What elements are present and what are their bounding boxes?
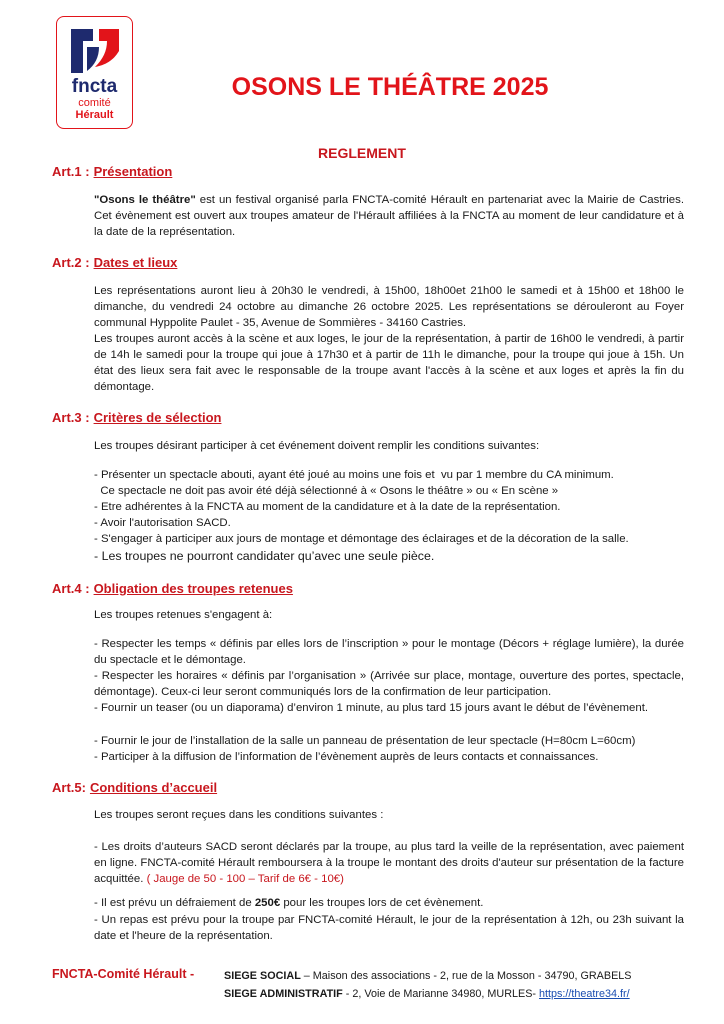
art3-heading bbox=[52, 410, 221, 425]
art4-item-3: - Fournir un teaser (ou un diaporama) d’environ 1 minute, au plus tard 15 jours avant le début de l’évènement. bbox=[94, 702, 649, 714]
art5-item-1-text: - Les droits d’auteurs SACD seront déclarés par la troupe, au plus tard la veille de la représentation, avec paiement en ligne. FNCTA-comité Hérault remboursera à la troupe le montant des droits d'auteur sur présentation de la facture acquittée. bbox=[94, 841, 684, 885]
art4-item-4: - Fournir le jour de l’installation de la salle un panneau de présentation de leur spectacle (H=80cm L=60cm) bbox=[94, 735, 636, 747]
art5-item-3: - Un repas est prévu pour la troupe par FNCTA-comité Hérault, le jour de la représentation à 12h, ou 23h suivant la date et l'heure de la représentation. bbox=[94, 914, 684, 942]
art2-title: Dates et lieux bbox=[93, 255, 178, 270]
art1-text: est un festival organisé parla FNCTA-comité Hérault en partenariat avec la Mairie de Castries. Cet évènement est ouvert aux troupes amateur de l'Hérault affiliées à la FNCTA au moment de leur candidature et à la date de la représentation. bbox=[94, 194, 685, 238]
art5-heading bbox=[52, 780, 217, 795]
art1-number: Art.1 : bbox=[52, 164, 90, 179]
art3-intro: Les troupes désirant participer à cet événement doivent remplir les conditions suivantes: bbox=[94, 440, 540, 452]
art5-number: Art.5: bbox=[52, 780, 86, 795]
art4-number: Art.4 : bbox=[52, 581, 90, 596]
art4-item-2: - Respecter les horaires « définis par l’organisation » (Arrivée sur place, montage, ouverture des portes, spectacle, démontage). Ceux-ci leur seront communiqués lors de la confirmation de leur participation. bbox=[94, 670, 684, 698]
reglement-heading: REGLEMENT bbox=[318, 145, 406, 161]
art5-intro: Les troupes seront reçues dans les conditions suivantes : bbox=[94, 809, 384, 821]
fncta-mark-icon bbox=[69, 27, 121, 75]
footer-l2-label: SIEGE ADMINISTRATIF bbox=[224, 988, 343, 1000]
page-title: OSONS LE THÉÂTRE 2025 bbox=[231, 73, 549, 101]
art2-heading bbox=[52, 255, 177, 270]
art5-item-2 bbox=[94, 895, 684, 911]
footer-l1-label: SIEGE SOCIAL bbox=[224, 970, 301, 982]
logo-sub1: comité bbox=[78, 97, 111, 109]
fncta-logo bbox=[56, 16, 133, 129]
logo-brand: fncta bbox=[71, 76, 118, 97]
art5-item-1 bbox=[94, 839, 684, 887]
art4-intro: Les troupes retenues s'engagent à: bbox=[94, 609, 273, 621]
footer-website-link[interactable]: https://theatre34.fr/ bbox=[539, 988, 630, 1000]
art5-item-2-a: - Il est prévu un défraiement de bbox=[94, 897, 255, 909]
art3-item-6: - Les troupes ne pourront candidater qu’avec une seule pièce. bbox=[94, 549, 435, 563]
art2-paragraph-2: Les troupes auront accès à la scène et aux loges, le jour de la représentation, à partir de 16h00 le vendredi, à partir de 14h le samedi pour la troupe qui joue à 17h30 et à partir de 11h le dimanche, pour la troupe qui joue à 15h. Un état des lieux sera fait avec le responsable de la troupe avant l'accès à la scène et aux loges et après la fin du démontage. bbox=[94, 333, 684, 393]
footer-org: FNCTA-Comité Hérault - bbox=[52, 967, 195, 981]
art4-item-1: - Respecter les temps « définis par elles lors de l’inscription » pour le montage (Décors + réglage lumière), la durée du spectacle et le démontage. bbox=[94, 638, 684, 666]
art3-number: Art.3 : bbox=[52, 410, 90, 425]
art2-number: Art.2 : bbox=[52, 255, 90, 270]
art3-title: Critères de sélection bbox=[93, 410, 222, 425]
art5-item-2-b: pour les troupes lors de cet évènement. bbox=[280, 897, 484, 909]
art1-heading bbox=[52, 164, 172, 179]
logo-sub2: Hérault bbox=[75, 109, 114, 121]
art4-item-5: - Participer à la diffusion de l’information de l’évènement auprès de leurs contacts et connaissances. bbox=[94, 751, 599, 763]
art3-item-5: - S'engager à participer aux jours de montage et démontage des éclairages et de la décoration de la salle. bbox=[94, 533, 629, 545]
art3-item-4: - Avoir l'autorisation SACD. bbox=[94, 517, 231, 529]
art1-title: Présentation bbox=[93, 164, 173, 179]
art3-item-2: Ce spectacle ne doit pas avoir été déjà sélectionné à « Osons le théâtre » ou « En scène » bbox=[94, 485, 559, 497]
art3-item-1: - Présenter un spectacle abouti, ayant été joué au moins une fois et vu par 1 membre du CA minimum. bbox=[94, 469, 614, 481]
footer-line-1 bbox=[224, 969, 631, 983]
art5-item-2-amount: 250€ bbox=[254, 897, 281, 909]
art2-paragraph-1: Les représentations auront lieu à 20h30 le vendredi, à 15h00, 18h00et 21h00 le samedi et à 15h00 et 18h00 le dimanche, du vendredi 24 octobre au dimanche 26 octobre 2025. Les représentations se dérouleront au Foyer communal Hyppolite Paulet - 35, Avenue de Sommières - 34160 Castries. bbox=[94, 285, 684, 329]
art1-paragraph bbox=[94, 192, 684, 240]
art5-title: Conditions d’accueil bbox=[89, 780, 218, 795]
footer-line-2 bbox=[224, 987, 630, 1001]
art1-festival-name: "Osons le théâtre" bbox=[94, 194, 196, 206]
art3-item-3: - Etre adhérentes à la FNCTA au moment de la candidature et à la date de la représentation. bbox=[94, 501, 561, 513]
footer-l1-text: – Maison des associations - 2, rue de la Mosson - 34790, GRABELS bbox=[300, 970, 632, 982]
footer-l2-text: - 2, Voie de Marianne 34980, MURLES- bbox=[342, 988, 540, 1000]
art5-item-1-red: ( Jauge de 50 - 100 – Tarif de 6€ - 10€) bbox=[146, 873, 344, 885]
art4-heading bbox=[52, 581, 293, 596]
art4-title: Obligation des troupes retenues bbox=[93, 581, 293, 596]
